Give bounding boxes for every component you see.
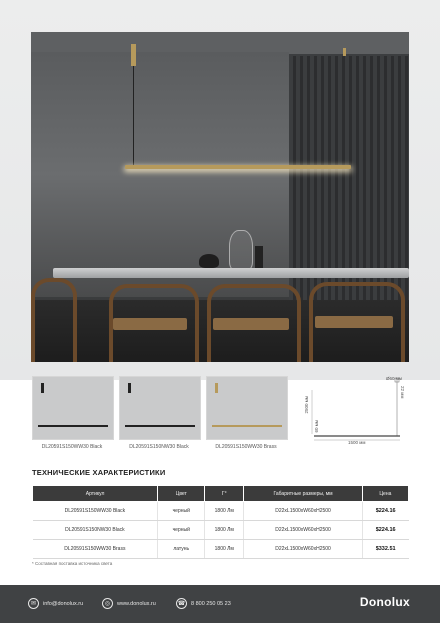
cell-dimensions: D22xL1500xW60xH2500 <box>244 540 362 559</box>
dim-top: Ø60 мм <box>386 376 402 381</box>
dim-body: 60 мм <box>314 420 319 433</box>
lamp-wire <box>133 66 134 166</box>
chair-seat <box>213 318 289 330</box>
table-row <box>33 521 409 540</box>
col-price: Цена <box>362 486 408 502</box>
table-header-row <box>33 486 409 502</box>
dining-table <box>53 268 409 278</box>
cell-color: черный <box>158 502 205 521</box>
col-article: Артикул <box>33 486 158 502</box>
dimension-drawing <box>300 376 410 446</box>
chair-seat <box>113 318 187 330</box>
footer-phone[interactable] <box>176 598 231 609</box>
lamp-canopy <box>131 44 136 66</box>
dim-side: 22 мм <box>400 386 405 399</box>
phone-icon: ☎ <box>176 598 187 609</box>
glass-vase <box>229 230 253 270</box>
bottle <box>255 246 263 268</box>
cell-flux: 1800 Лм <box>205 540 244 559</box>
site-link[interactable]: www.donolux.ru <box>117 600 156 607</box>
cell-flux: 1800 Лм <box>205 521 244 540</box>
table-row <box>33 540 409 559</box>
cell-article: DL20591S150NW30 Black <box>33 521 158 540</box>
cell-price: $224.16 <box>362 521 408 540</box>
dimension-lines <box>300 376 410 446</box>
teapot <box>199 254 219 268</box>
ceiling <box>31 32 409 54</box>
cell-article: DL20591S150WW30 Brass <box>33 540 158 559</box>
thumbnail-black-nw[interactable] <box>119 376 201 440</box>
footnote: * Составная поставка источника света <box>32 561 113 566</box>
dim-height: 2500 мм <box>304 396 309 414</box>
footer-email[interactable] <box>28 598 83 609</box>
linear-pendant-lamp <box>125 165 351 169</box>
lamp-canopy-secondary <box>343 48 346 56</box>
lamp-bar <box>38 425 108 427</box>
cell-price: $332.51 <box>362 540 408 559</box>
specs-title: ТЕХНИЧЕСКИЕ ХАРАКТЕРИСТИКИ <box>32 468 166 477</box>
cell-dimensions: D22xL1500xW60xH2500 <box>244 502 362 521</box>
col-flux: Г° <box>205 486 244 502</box>
thumbnail-caption: DL20591S150WW30 Brass <box>215 444 277 450</box>
footer <box>0 585 440 623</box>
thumbnail-caption: DL20591S150NW30 Black <box>129 444 189 450</box>
dim-length: 1500 мм <box>348 440 366 445</box>
cell-price: $224.16 <box>362 502 408 521</box>
thumbnail-brass-ww[interactable] <box>206 376 288 440</box>
globe-icon: ◎ <box>102 598 113 609</box>
specs-table <box>32 485 409 559</box>
mail-icon: ✉ <box>28 598 39 609</box>
footer-site[interactable] <box>102 598 156 609</box>
cell-color: черный <box>158 521 205 540</box>
chair-seat <box>315 316 393 328</box>
cell-flux: 1800 Лм <box>205 502 244 521</box>
chair <box>31 278 77 362</box>
lamp-bar <box>212 425 282 427</box>
product-photo <box>31 32 409 362</box>
canopy-icon <box>41 383 44 393</box>
canopy-icon <box>128 383 131 393</box>
thumbnail-caption: DL20591S150WW30 Black <box>41 444 103 450</box>
email-link[interactable]: info@donolux.ru <box>43 600 84 607</box>
canopy-icon <box>215 383 218 393</box>
col-dimensions: Габаритные размеры, мм <box>244 486 362 502</box>
cell-color: латунь <box>158 540 205 559</box>
cell-dimensions: D22xL1500xW60xH2500 <box>244 521 362 540</box>
table-row <box>33 502 409 521</box>
thumbnail-black-ww[interactable] <box>32 376 114 440</box>
brand-logo: Donolux <box>359 595 410 609</box>
col-color: Цвет <box>158 486 205 502</box>
lamp-bar <box>125 425 195 427</box>
phone-link[interactable]: 8 800 250 05 23 <box>191 600 231 607</box>
cell-article: DL20591S150WW30 Black <box>33 502 158 521</box>
